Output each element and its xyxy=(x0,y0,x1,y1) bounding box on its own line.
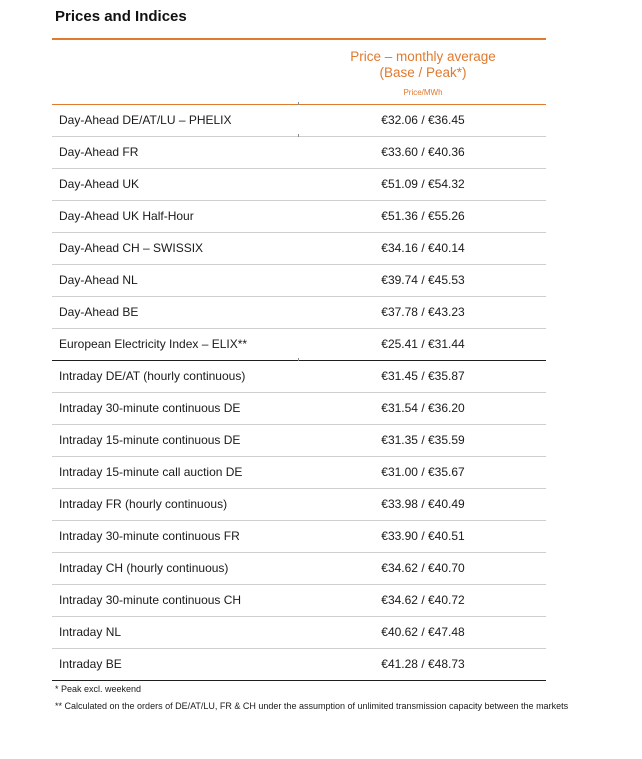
row-price: €41.28 / €48.73 xyxy=(381,657,465,671)
table-row xyxy=(52,521,546,553)
price-column-heading: Price – monthly average xyxy=(350,49,496,64)
row-price: €32.06 / €36.45 xyxy=(381,113,465,127)
table-row xyxy=(52,393,546,425)
footnotes xyxy=(55,681,585,715)
row-price: €34.62 / €40.72 xyxy=(381,593,465,607)
row-price: €25.41 / €31.44 xyxy=(381,337,465,351)
row-label: Intraday BE xyxy=(59,657,122,671)
row-price: €31.00 / €35.67 xyxy=(381,465,465,479)
row-label: Day-Ahead NL xyxy=(59,273,138,287)
row-label: Intraday FR (hourly continuous) xyxy=(59,497,228,511)
row-label: Intraday 15-minute continuous DE xyxy=(59,433,241,447)
table-row xyxy=(52,585,546,617)
row-label: Intraday 30-minute continuous FR xyxy=(59,529,240,543)
row-price: €34.62 / €40.70 xyxy=(381,561,465,575)
row-price: €40.62 / €47.48 xyxy=(381,625,465,639)
table-row xyxy=(52,265,546,297)
row-price: €51.36 / €55.26 xyxy=(381,209,465,223)
prices-table xyxy=(52,38,546,681)
row-label: Day-Ahead UK Half-Hour xyxy=(59,209,194,223)
table-header xyxy=(52,40,546,105)
row-label: Intraday CH (hourly continuous) xyxy=(59,561,229,575)
row-label: Intraday 30-minute continuous DE xyxy=(59,401,241,415)
row-label: Day-Ahead UK xyxy=(59,177,140,191)
row-label: European Electricity Index – ELIX** xyxy=(59,337,248,351)
row-label: Day-Ahead DE/AT/LU – PHELIX xyxy=(59,113,232,127)
table-row xyxy=(52,137,546,169)
row-price: €31.35 / €35.59 xyxy=(381,433,465,447)
table-row xyxy=(52,425,546,457)
row-label: Day-Ahead FR xyxy=(59,145,139,159)
table-row xyxy=(52,553,546,585)
row-label: Day-Ahead CH – SWISSIX xyxy=(59,241,204,255)
row-price: €34.16 / €40.14 xyxy=(381,241,465,255)
row-price: €31.45 / €35.87 xyxy=(381,369,465,383)
row-label: Intraday DE/AT (hourly continuous) xyxy=(59,369,246,383)
price-column-subheading: (Base / Peak*) xyxy=(379,65,467,80)
price-unit: Price/MWh xyxy=(403,88,443,97)
table-row xyxy=(52,489,546,521)
row-price: €31.54 / €36.20 xyxy=(381,401,465,415)
row-label: Day-Ahead BE xyxy=(59,305,139,319)
table-row xyxy=(52,169,546,201)
row-price: €33.90 / €40.51 xyxy=(381,529,465,543)
row-price: €51.09 / €54.32 xyxy=(381,177,465,191)
row-label: Intraday NL xyxy=(59,625,122,639)
table-row xyxy=(52,105,546,137)
page-title: Prices and Indices xyxy=(55,8,187,25)
table-row xyxy=(52,297,546,329)
row-price: €37.78 / €43.23 xyxy=(381,305,465,319)
table-row xyxy=(52,649,546,681)
table-row xyxy=(52,617,546,649)
row-label: Intraday 30-minute continuous CH xyxy=(59,593,242,607)
table-row xyxy=(52,201,546,233)
table-row xyxy=(52,361,546,393)
table-row xyxy=(52,457,546,489)
row-price: €39.74 / €45.53 xyxy=(381,273,465,287)
table-body xyxy=(52,105,546,681)
row-label: Intraday 15-minute call auction DE xyxy=(59,465,243,479)
row-price: €33.98 / €40.49 xyxy=(381,497,465,511)
footnote-peak: * Peak excl. weekend xyxy=(55,684,142,694)
table-row xyxy=(52,233,546,265)
table-row xyxy=(52,329,546,361)
row-price: €33.60 / €40.36 xyxy=(381,145,465,159)
footnote-elix: ** Calculated on the orders of DE/AT/LU, FR & CH under the assumption of unlimited transmission capacity between the markets xyxy=(55,701,569,711)
